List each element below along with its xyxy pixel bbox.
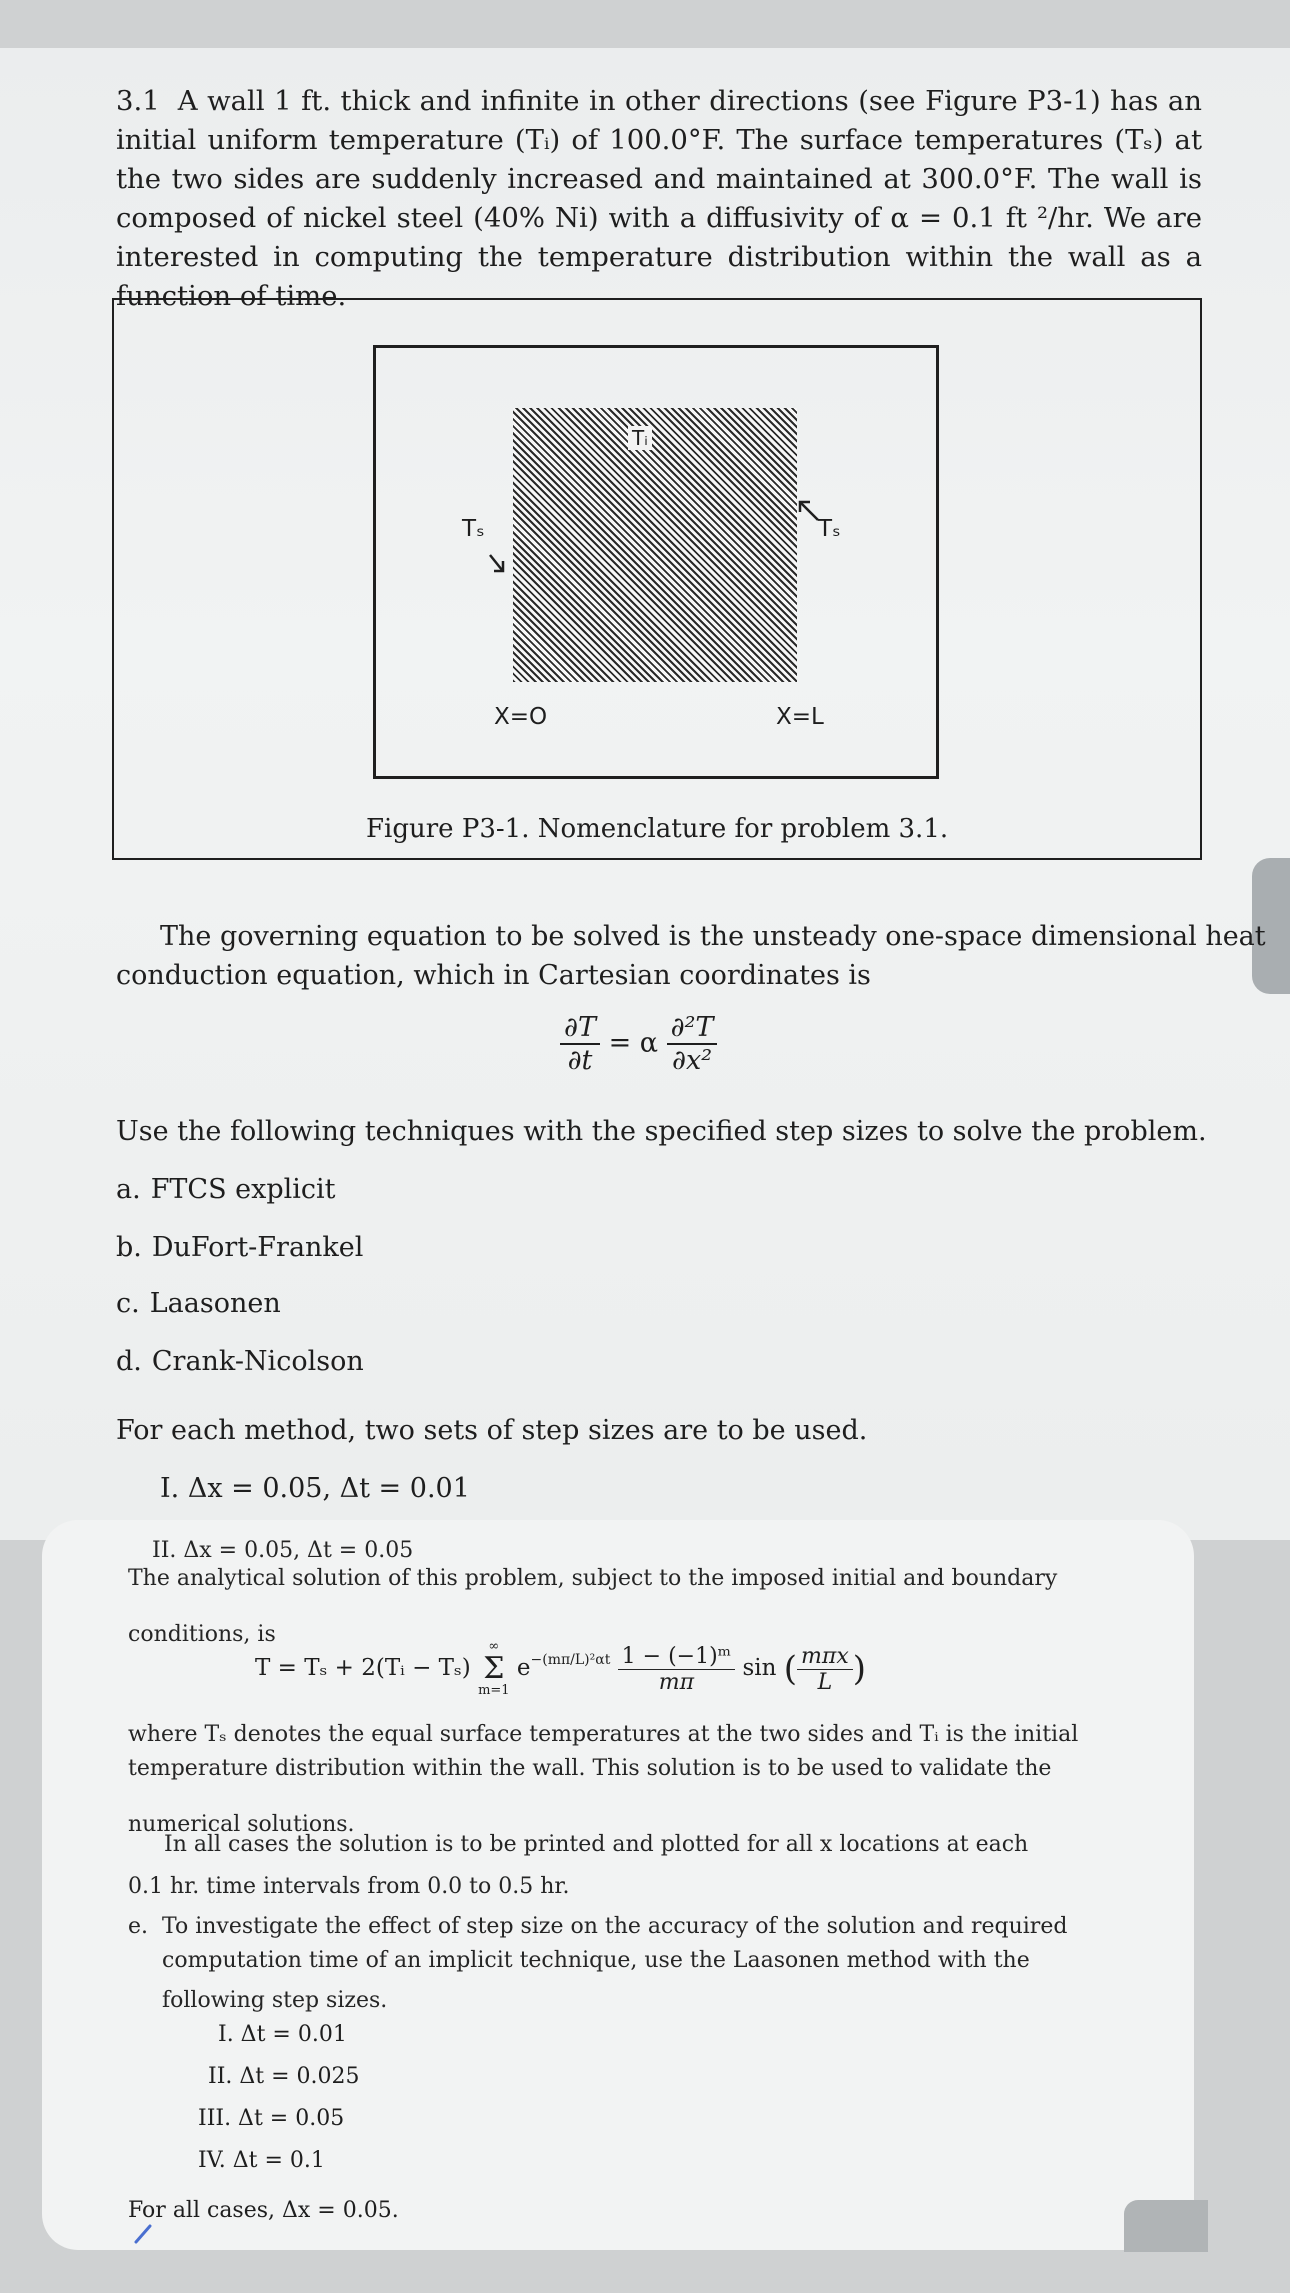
figure-arrows	[0, 0, 1290, 900]
part-e-line-3: following step sizes.	[162, 1988, 388, 2013]
xl-label: X=L	[776, 704, 824, 730]
governing-line-1: The governing equation to be solved is the unsteady one-space dimensional heat	[160, 921, 1266, 952]
where-line-2: temperature distribution within the wall. This solution is to be used to validate the	[128, 1756, 1052, 1781]
exponential: $e^{-(m\pi/L)^2\alpha t}$	[516, 1652, 611, 1681]
formula-lhs: T = Tₛ + 2(Tᵢ − Tₛ)	[255, 1655, 471, 1681]
part-e-line-2: computation time of an implicit technique, use the Laasonen method with the	[162, 1948, 1030, 1973]
method-c: c. Laasonen	[116, 1288, 281, 1319]
step-sizes-intro: For each method, two sets of step sizes are to be used.	[116, 1415, 868, 1446]
governing-line-2: conduction equation, which in Cartesian coordinates is	[116, 960, 871, 991]
eq-lhs: $\frac{\partial T}{\partial t}$	[560, 1012, 600, 1076]
part-e-footer: For all cases, Δx = 0.05.	[128, 2198, 399, 2223]
method-a: a. FTCS explicit	[116, 1174, 336, 1205]
laasonen-step-4: IV. Δt = 0.1	[198, 2148, 325, 2173]
analytical-intro-2: conditions, is	[128, 1622, 276, 1647]
part-e-label: e.	[128, 1914, 149, 1939]
eq-mid: = α	[608, 1027, 659, 1059]
method-d: d. Crank-Nicolson	[116, 1346, 364, 1377]
analytical-intro-1: The analytical solution of this problem, subject to the imposed initial and boundary	[128, 1566, 1058, 1591]
bottom-tab[interactable]	[1124, 2200, 1208, 2252]
print-line-1: In all cases the solution is to be printed and plotted for all x locations at each	[164, 1832, 1029, 1857]
laasonen-step-1: I. Δt = 0.01	[218, 2022, 347, 2047]
step-set-1: I. Δx = 0.05, Δt = 0.01	[160, 1473, 470, 1504]
step-set-2: II. Δx = 0.05, Δt = 0.05	[152, 1538, 414, 1563]
figure-caption: Figure P3-1. Nomenclature for problem 3.1.	[366, 814, 949, 844]
ts-right-label: Tₛ	[818, 516, 841, 542]
pen-mark	[132, 2222, 156, 2246]
part-e-line-1: To investigate the effect of step size on the accuracy of the solution and required	[162, 1914, 1068, 1939]
ts-left-label: Tₛ	[462, 516, 485, 542]
laasonen-step-3: III. Δt = 0.05	[198, 2106, 345, 2131]
sin-function: sin	[742, 1655, 777, 1681]
summation: ∞ Σ m=1	[478, 1639, 510, 1698]
ti-label: Tᵢ	[628, 426, 652, 450]
problem-text: A wall 1 ft. thick and infinite in other directions (see Figure P3-1) has an initial uniform temperature (Tᵢ) of 100.0°F. The surface temperatures (Tₛ) at the two sides are suddenly increased and maintained at 300.0°F. The wall is composed of nickel steel (40% Ni) with a diffusivity of α = 0.1 ft ²/hr. We are interested in computing the temperature distribution within the wall as a function of time.	[116, 85, 1202, 312]
sin-argument: $\frac{\text{mπx}}{L}$	[797, 1644, 853, 1695]
techniques-intro: Use the following techniques with the specified step sizes to solve the problem.	[116, 1116, 1207, 1147]
problem-number: 3.1	[116, 85, 160, 117]
eq-rhs: $\frac{\text{∂²T}}{\text{∂x²}}$	[667, 1012, 718, 1076]
x0-label: X=O	[494, 704, 548, 730]
print-line-2: 0.1 hr. time intervals from 0.0 to 0.5 hr.	[128, 1874, 570, 1899]
method-b: b. DuFort-Frankel	[116, 1232, 364, 1263]
heat-equation	[560, 1012, 717, 1076]
laasonen-step-2: II. Δt = 0.025	[208, 2064, 360, 2089]
where-line-1: where Tₛ denotes the equal surface temperatures at the two sides and Tᵢ is the initial	[128, 1722, 1079, 1747]
analytical-formula: T = Tₛ + 2(Tᵢ − Tₛ) ∞ Σ m=1 $e^{-(m\pi/L)^2\alpha t}$ $\frac{\text{1 − (−1)ᵐ}}{m\pi}$ sin ( $\frac{\text{mπx}}{L}$ )	[255, 1639, 867, 1698]
series-fraction: $\frac{\text{1 − (−1)ᵐ}}{m\pi}$	[618, 1644, 736, 1695]
where-line-3: numerical solutions.	[128, 1812, 355, 1837]
